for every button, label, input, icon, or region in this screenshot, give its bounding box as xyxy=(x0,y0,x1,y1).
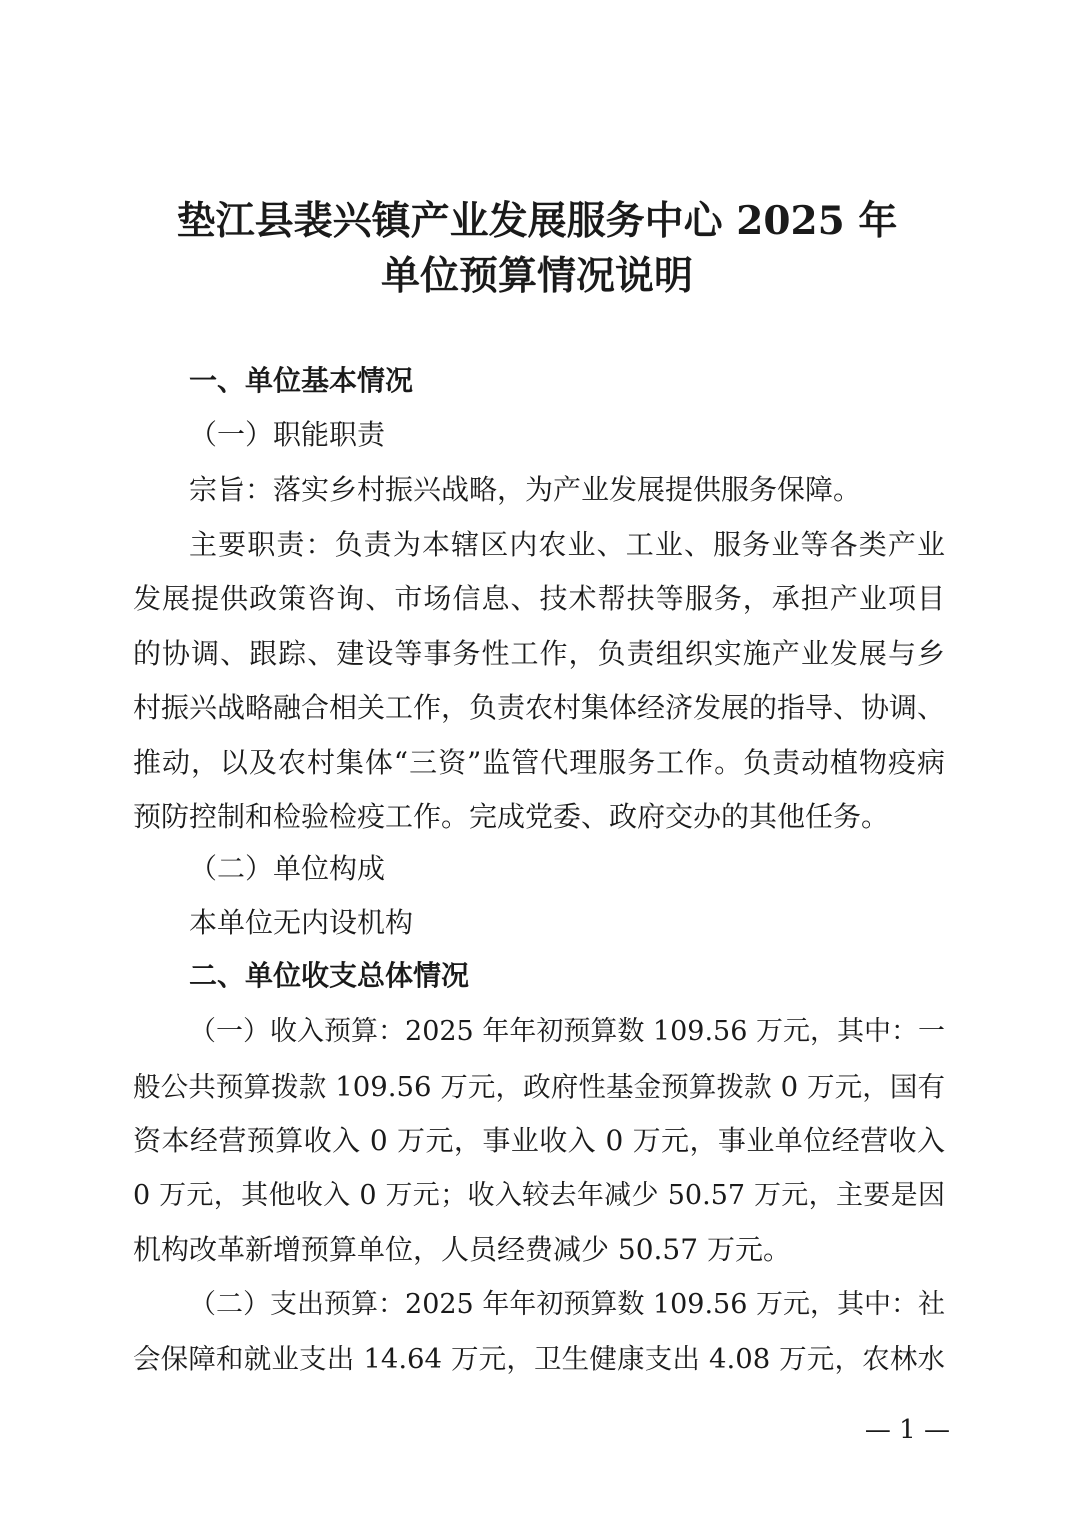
subsection-heading-duties: （一）职能职责 xyxy=(189,418,386,451)
income-line: 资本经营预算收入 0 万元，事业收入 0 万元，事业单位经营收入 xyxy=(133,1124,945,1157)
duties-line: 村振兴战略融合相关工作，负责农村集体经济发展的指导、协调、 xyxy=(133,691,946,724)
income-line: 机构改革新增预算单位，人员经费减少 50.57 万元。 xyxy=(133,1233,791,1266)
duties-line: 的协调、跟踪、建设等事务性工作，负责组织实施产业发展与乡 xyxy=(133,637,945,670)
subsection-heading-composition: （二）单位构成 xyxy=(189,852,386,885)
duties-line: 发展提供政策咨询、市场信息、技术帮扶等服务，承担产业项目 xyxy=(133,582,945,615)
income-line: （一）收入预算：2025 年年初预算数 109.56 万元，其中：一 xyxy=(189,1016,945,1047)
duties-line: 推动，以及农村集体“三资”监管代理服务工作。负责动植物疫病 xyxy=(133,746,945,779)
composition-paragraph: 本单位无内设机构 xyxy=(189,906,414,939)
document-title-line-2: 单位预算情况说明 xyxy=(380,253,693,299)
section-heading-budget-overview: 二、单位收支总体情况 xyxy=(189,959,470,992)
document-title-line-1: 垫江县裴兴镇产业发展服务中心 2025 年 xyxy=(176,198,898,244)
expense-line: 会保障和就业支出 14.64 万元，卫生健康支出 4.08 万元，农林水 xyxy=(133,1343,945,1375)
purpose-paragraph: 宗旨：落实乡村振兴战略，为产业发展提供服务保障。 xyxy=(189,473,862,506)
page-number: — 1 — xyxy=(864,1415,950,1445)
section-heading-basic-info: 一、单位基本情况 xyxy=(189,364,414,397)
duties-line: 主要职责：负责为本辖区内农业、工业、服务业等各类产业 xyxy=(189,528,945,561)
duties-line: 预防控制和检验检疫工作。完成党委、政府交办的其他任务。 xyxy=(133,800,890,833)
income-line: 0 万元，其他收入 0 万元；收入较去年减少 50.57 万元，主要是因 xyxy=(133,1180,945,1211)
income-line: 般公共预算拨款 109.56 万元，政府性基金预算拨款 0 万元，国有 xyxy=(133,1071,945,1103)
expense-line: （二）支出预算：2025 年年初预算数 109.56 万元，其中：社 xyxy=(189,1289,945,1320)
